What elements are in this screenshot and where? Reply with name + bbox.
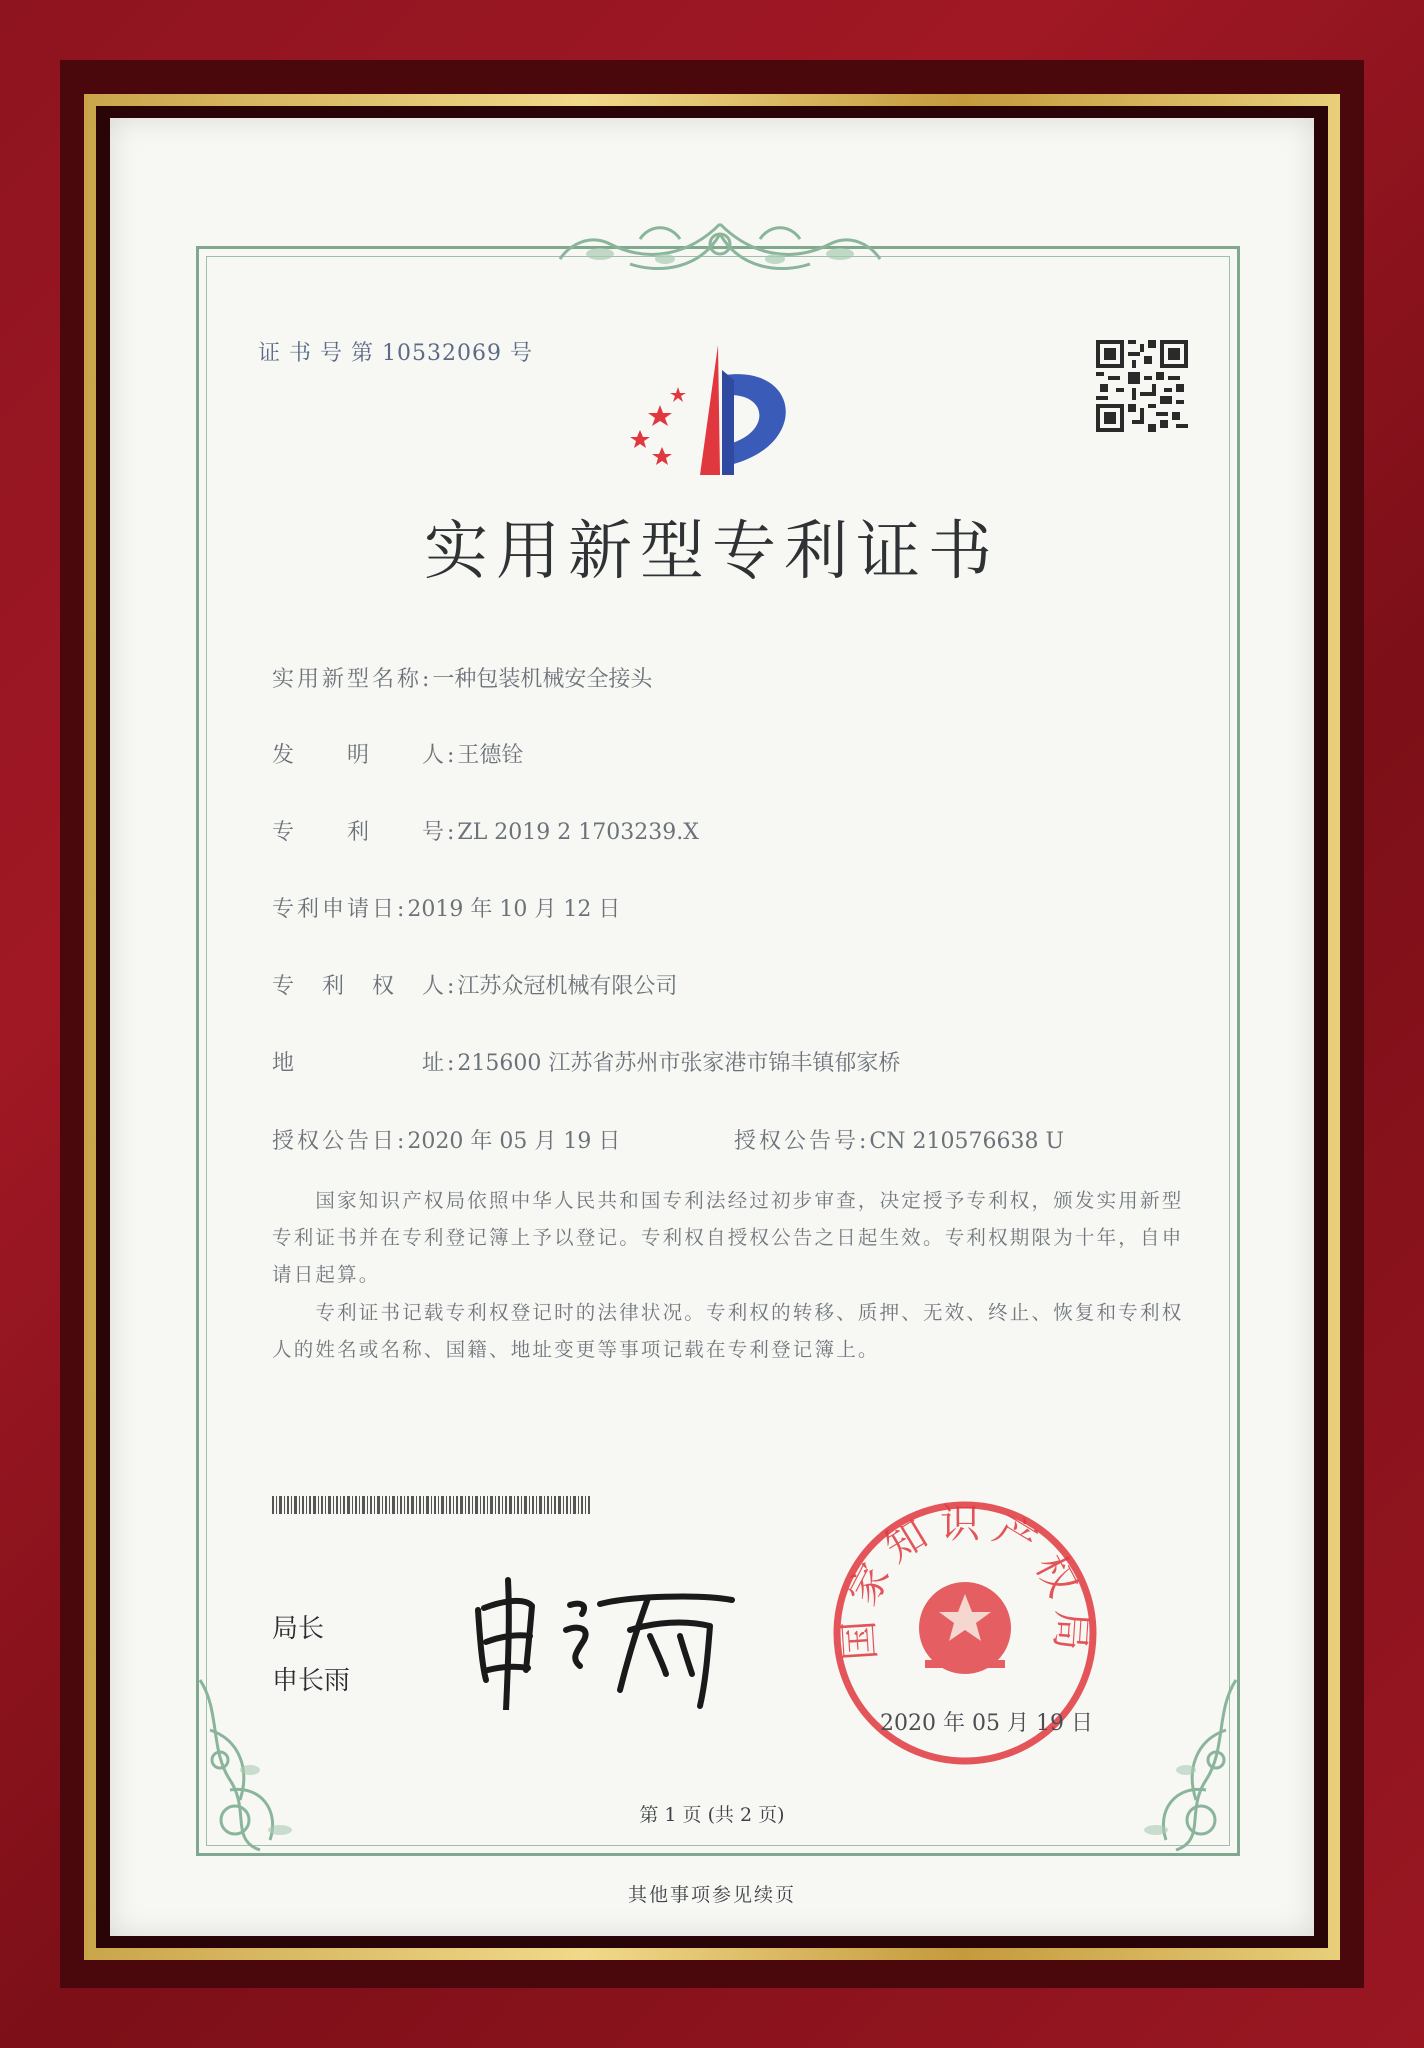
field-label: 授权公告号: xyxy=(734,1129,870,1154)
barcode-icon xyxy=(272,1496,590,1514)
svg-text:国家知识产权局: 国家知识产权局 xyxy=(835,1500,1095,1662)
director-title: 局长 xyxy=(272,1614,325,1644)
top-floral-ornament-icon xyxy=(540,214,900,284)
field-value: 2019 年 10 月 12 日 xyxy=(407,897,621,922)
director-name: 申长雨 xyxy=(272,1666,351,1696)
field-value: 一种包装机械安全接头 xyxy=(432,667,653,692)
field-value: 2020 年 05 月 19 日 xyxy=(407,1129,621,1154)
legal-paragraph-1: 国家知识产权局依照中华人民共和国专利法经过初步审查，决定授予专利权，颁发实用新型专利证书并在专利登记簿上予以登记。专利权自授权公告之日起生效。专利权期限为十年，自申请日起算。 xyxy=(272,1189,1184,1286)
field-address xyxy=(272,1046,900,1077)
certificate-title: 实用新型专利证书 xyxy=(424,515,1000,589)
field-value: 江苏众冠机械有限公司 xyxy=(457,974,678,999)
field-label: 实用新型名称: xyxy=(272,667,433,692)
qr-code-icon xyxy=(1096,340,1188,432)
field-utility-model-name xyxy=(272,662,652,693)
field-label: 授权公告日: xyxy=(272,1129,408,1154)
field-value: CN 210576638 U xyxy=(869,1129,1065,1154)
field-label: 地 址: xyxy=(272,1051,458,1076)
field-inventor xyxy=(272,738,523,769)
footer-note: 其他事项参见续页 xyxy=(627,1884,796,1906)
field-label: 专 利 权 人: xyxy=(272,974,458,999)
field-value: 王德铨 xyxy=(457,743,524,768)
field-label: 发 明 人: xyxy=(272,743,458,768)
field-patent-number xyxy=(272,815,699,846)
bottom-left-floral-ornament-icon xyxy=(190,1670,320,1860)
certificate-number: 证 书 号 第 10532069 号 xyxy=(258,341,533,366)
bottom-right-floral-ornament-icon xyxy=(1116,1670,1246,1860)
field-label: 专 利 号: xyxy=(272,820,458,845)
field-grant-date xyxy=(272,1124,620,1155)
field-value: ZL 2019 2 1703239.X xyxy=(457,820,699,845)
field-value: 215600 江苏省苏州市张家港市锦丰镇郁家桥 xyxy=(457,1051,901,1076)
field-application-date xyxy=(272,892,620,923)
seal-date: 2020 年 05 月 19 日 xyxy=(880,1711,1093,1736)
handwritten-signature xyxy=(470,1570,740,1710)
legal-paragraph-2: 专利证书记载专利权登记时的法律状况。专利权的转移、质押、无效、终止、恢复和专利权人的姓名或名称、国籍、地址变更等事项记载在专利登记簿上。 xyxy=(272,1301,1184,1361)
page-number: 第 1 页 (共 2 页) xyxy=(639,1804,785,1826)
field-patentee xyxy=(272,969,677,1000)
cnipa-logo-icon xyxy=(630,335,820,480)
field-label: 专利申请日: xyxy=(272,897,408,922)
field-grant-number xyxy=(734,1124,1064,1155)
